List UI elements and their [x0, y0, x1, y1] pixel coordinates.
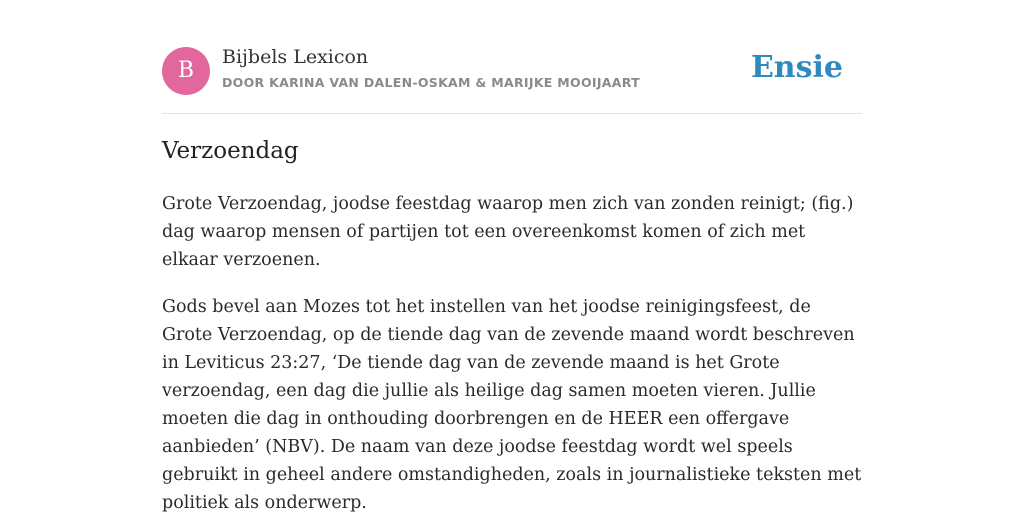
entry-body: [162, 190, 862, 512]
entry-paragraph: Gods bevel aan Mozes tot het instellen van het joodse reinigingsfeest, de Grote Verzoendag, op de tiende dag van de zevende maand wordt beschreven in Leviticus 23:27, ‘De tiende dag van de zevende maand is het Grote verzoendag, een dag die jullie als heilige dag samen moeten vieren. Jullie moeten die dag in onthouding doorbrengen en de HEER een offergave aanbieden’ (NBV). De naam van deze joodse feestdag wordt wel speels gebruikt in geheel andere omstandigheden, zoals in journalistieke teksten met politiek als onderwerp.: [162, 297, 862, 512]
source-header: [162, 46, 862, 96]
entry-paragraph: Grote Verzoendag, joodse feestdag waarop men zich van zonden reinigt; (fig.) dag waarop mensen of partijen tot een overeenkomst komen of zich met elkaar verzoenen.: [162, 194, 854, 270]
source-avatar[interactable]: B: [162, 47, 210, 95]
brand-logo[interactable]: Ensie: [750, 50, 843, 85]
header-divider: [162, 113, 862, 114]
source-authors: DOOR KARINA VAN DALEN-OSKAM & MARIJKE MOOIJAART: [222, 75, 640, 90]
source-title[interactable]: Bijbels Lexicon: [222, 46, 369, 68]
entry-title: Verzoendag: [162, 138, 299, 164]
